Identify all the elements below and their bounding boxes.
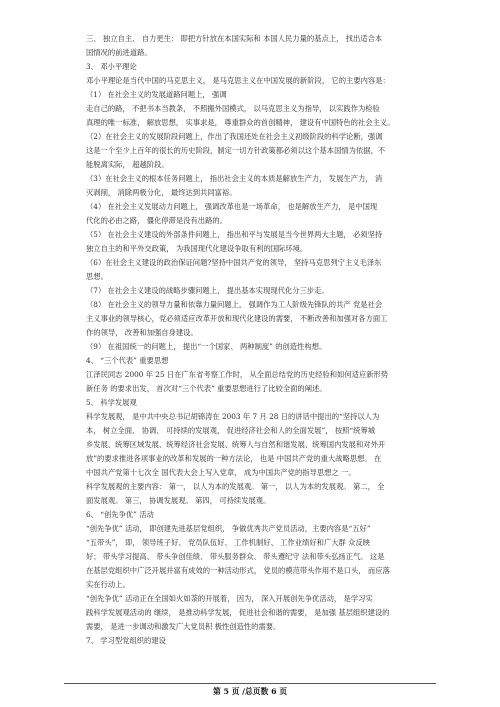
text-line: 本， 树立全面、 协调、 可持续的发展观， 促进经济社会和人的全面发展”， 按照“统筹城 xyxy=(86,426,376,435)
section-heading: 6、 “创先争优” 活动 xyxy=(86,510,154,519)
text-line: （8） 在社会主义的领导力量和依靠力量问题上， 强调作为工人阶级先锋队的共产 党是社会 xyxy=(86,300,383,309)
text-line: “创先争优” 活动正在全国如火如荼的开展着， 因为， 深入开展创先争优活动， 是学习实 xyxy=(86,594,373,603)
text-line: （6）在社会主义建设的政治保证问题?坚持中国共产党的领导， 坚持马克思列宁主义毛泽东 xyxy=(86,258,382,267)
text-line: 新任务 的要求出发， 首次对“三个代表” 重要思想进行了比较全面的阐述。 xyxy=(86,384,327,393)
text-line: 走自己的路， 不把书本当教条， 不照搬外国模式， 以马克思主义为指导， 以实践作为检验 xyxy=(86,104,380,113)
text-line: 灭剥削， 消除两极分化， 最终达到共同富裕。 xyxy=(86,188,237,197)
text-line: （2）在社会主义的发展阶段问题上，作出了我国还处在社会主义初级阶段的科学论断，强调 xyxy=(86,132,383,141)
text-line: 代化的必由之路， 僵化停滞是没有出路的。 xyxy=(86,216,227,225)
section-heading: 3、 邓小平理论 xyxy=(86,62,137,71)
text-line: 科学发展观， 是中共中央总书记胡锦涛在 2003 年 7 月 28 日的讲话中提出的“坚持以人为 xyxy=(86,412,380,421)
text-line: 邓小平理论是当代中国的马克思主义， 是马克思主义在中国发展的新阶段， 它的主要内容是： xyxy=(86,76,390,85)
text-line: 作的领导， 改善和加强自身建设。 xyxy=(86,328,198,337)
text-line: （9） 在祖国统一的问题上， 提出“一个国家、 两种制度” 的创造性构想。 xyxy=(86,342,327,351)
text-line: 科学发展观的主要内容： 第一， 以人为本的发展观。 第一， 以人为本的发展观。 第二， 全 xyxy=(86,482,385,491)
section-heading: 7、 学习型党组织的建设 xyxy=(86,636,166,645)
footer-divider xyxy=(64,683,436,684)
text-line: 能脱离实际， 超越阶段。 xyxy=(86,160,169,169)
text-line: （3）在社会主义的根本任务问题上， 指出社会主义的本质是解放生产力， 发展生产力， 消 xyxy=(86,174,383,183)
text-line: 乡发展、统筹区域发展、统筹经济社会发展、统筹人与自然和谐发展、统筹国内发展和对外开 xyxy=(86,440,386,449)
section-heading: 4、 “三个代表” 重要思想 xyxy=(86,356,169,365)
text-line: （5） 在社会主义建设的外部条件问题上， 指出和平与发展是当今世界两大主题， 必须坚持 xyxy=(86,230,383,239)
text-line: 放”的要求推进各项事业的改革和发展的一种方法论， 也是 中国共产党的重大战略思想。 在 xyxy=(86,454,382,463)
text-line: 这是一个至少上百年的很长的历史阶段，制定一切方针政策都必须以这个基本国情为依据，不 xyxy=(86,146,386,155)
text-line: 国情况的前进道路。 xyxy=(86,48,152,57)
text-line: 主义事业的领导核心，党必须适应改革开放和现代化建设的需要， 不断改善和加强对各方面工 xyxy=(86,314,388,323)
text-line: 江泽民同志 2000 年 25 日在广东省考察工作时， 从全面总结党的历史经验和如何适应新形势 xyxy=(86,370,389,379)
text-line: 独立自主的和平外交政策， 为我国现代化建设争取有利的国际环境。 xyxy=(86,244,308,253)
text-line: 面发展观。 第三， 协调发展观。 第四， 可持续发展观。 xyxy=(86,496,271,505)
text-line: 真理的唯一标准， 解放思想， 实事求是， 尊重群众的首创精神， 建设有中国特色的社会主义。 xyxy=(86,118,395,127)
text-line: （4） 在社会主义发展动力问题上， 强调改革也是一场革命， 也是解放生产力， 是中国现 xyxy=(86,202,378,211)
text-line: 好； 带头学习提高、 带头争创佳绩、 带头服务群众、 带头遵纪守 法和带头弘扬正气。 这是 xyxy=(86,552,385,561)
text-line: （7） 在社会主义建设的战略步骤问题上， 提出基本实现现代化分三步走。 xyxy=(86,286,329,295)
section-heading: 5、 科学发展观 xyxy=(86,398,137,407)
text-line: 实在行动上。 xyxy=(86,580,130,589)
text-line: 践科学发展观活动的 继续， 是推动科学发展， 促进社会和谐的需要， 是加强 基层组织建设的 xyxy=(86,608,390,617)
text-line: 在基层党组织中广泛开展并富有成效的一种活动形式， 党员的模范带头作用不是口头， 而应落 xyxy=(86,566,390,575)
text-line: 中国共产党第十七次全 国代表大会上写入党章， 成为中国共产党的指导思想之 一。 xyxy=(86,468,356,477)
text-line: 需要， 是进一步调动和激发广大党员积 极性创造性的需要。 xyxy=(86,622,281,631)
text-line: （1） 在社会主义的发展道路问题上， 强调 xyxy=(86,90,227,99)
text-line: “五带头”， 即， 领导班子好、 党员队伍好、 工作机制好、 工作业绩好和广大群 众反映 xyxy=(86,538,371,547)
text-line: “创先争优” 活动， 即创建先进基层党组织， 争做优秀共产党员活动，主要内容是“五好” xyxy=(86,524,371,533)
text-line: 思想。 xyxy=(86,272,108,281)
text-line: 三、 独立自主、 自力更生： 即把方针放在本国实际和 本国人民力量的基点上， 找出适合本 xyxy=(86,34,383,43)
page-number: 第 5 页 /总页数 6 页 xyxy=(212,687,288,696)
